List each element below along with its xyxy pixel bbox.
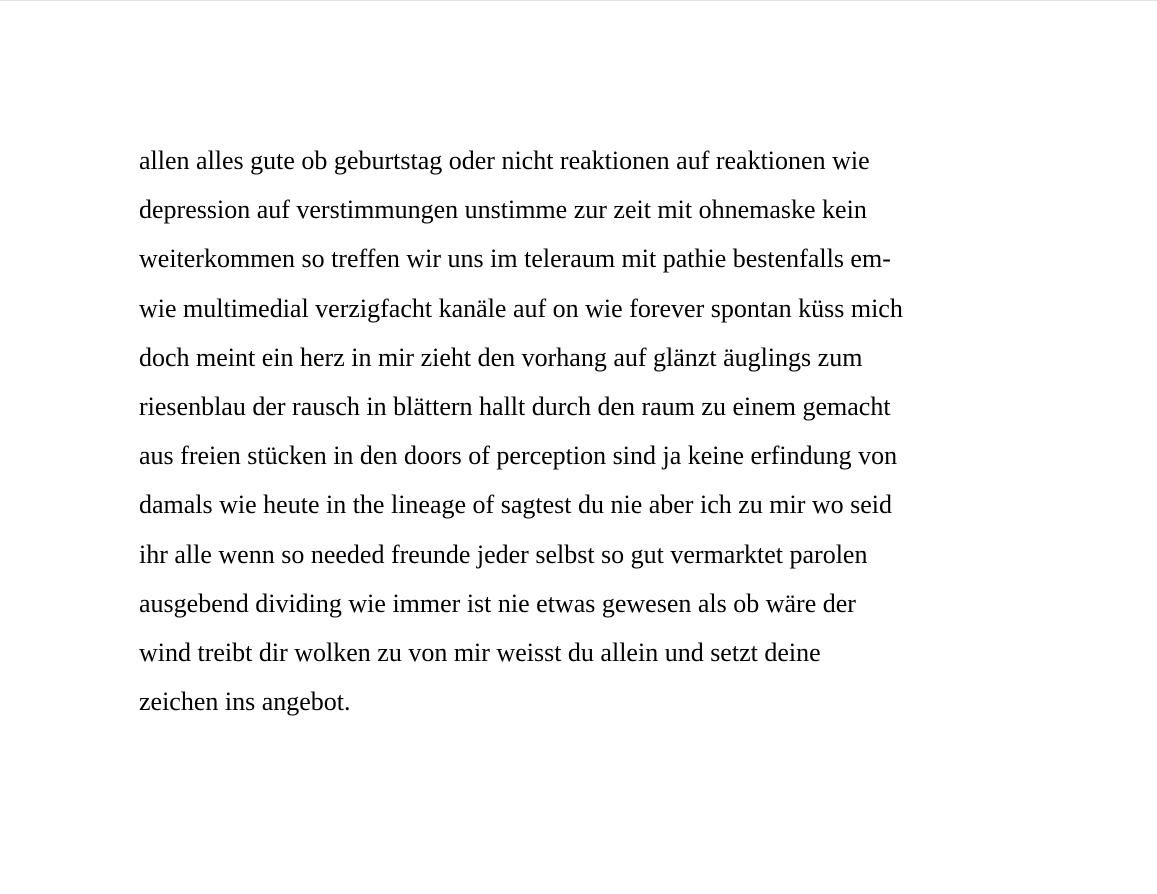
poem-line-11: wind treibt dir wolken zu von mir weisst du allein und setzt deine <box>139 638 821 668</box>
poem-line-10: ausgebend dividing wie immer ist nie etwas gewesen als ob wäre der <box>139 588 856 618</box>
poem-text-block <box>139 136 1039 726</box>
poem-line-8: damals wie heute in the lineage of sagtest du nie aber ich zu mir wo seid <box>139 490 893 520</box>
poem-line-2: depression auf verstimmungen unstimme zur zeit mit ohnemaske kein <box>139 195 867 225</box>
poem-line-4: wie multimedial verzigfacht kanäle auf on wie forever spontan küss mich <box>139 293 903 323</box>
poem-line-3: weiterkommen so treffen wir uns im teleraum mit pathie bestenfalls em- <box>139 244 891 274</box>
poem-line-6: riesenblau der rausch in blättern hallt durch den raum zu einem gemacht <box>139 392 891 422</box>
poem-line-5: doch meint ein herz in mir zieht den vorhang auf glänzt äuglings zum <box>139 342 863 372</box>
page-top-border <box>0 0 1157 1</box>
poem-line-7: aus freien stücken in den doors of perception sind ja keine erfindung von <box>139 441 898 471</box>
poem-line-1: allen alles gute ob geburtstag oder nicht reaktionen auf reaktionen wie <box>139 146 870 175</box>
poem-line-9: ihr alle wenn so needed freunde jeder selbst so gut vermarktet parolen <box>139 539 868 569</box>
poem-line-12: zeichen ins angebot. <box>139 687 351 717</box>
